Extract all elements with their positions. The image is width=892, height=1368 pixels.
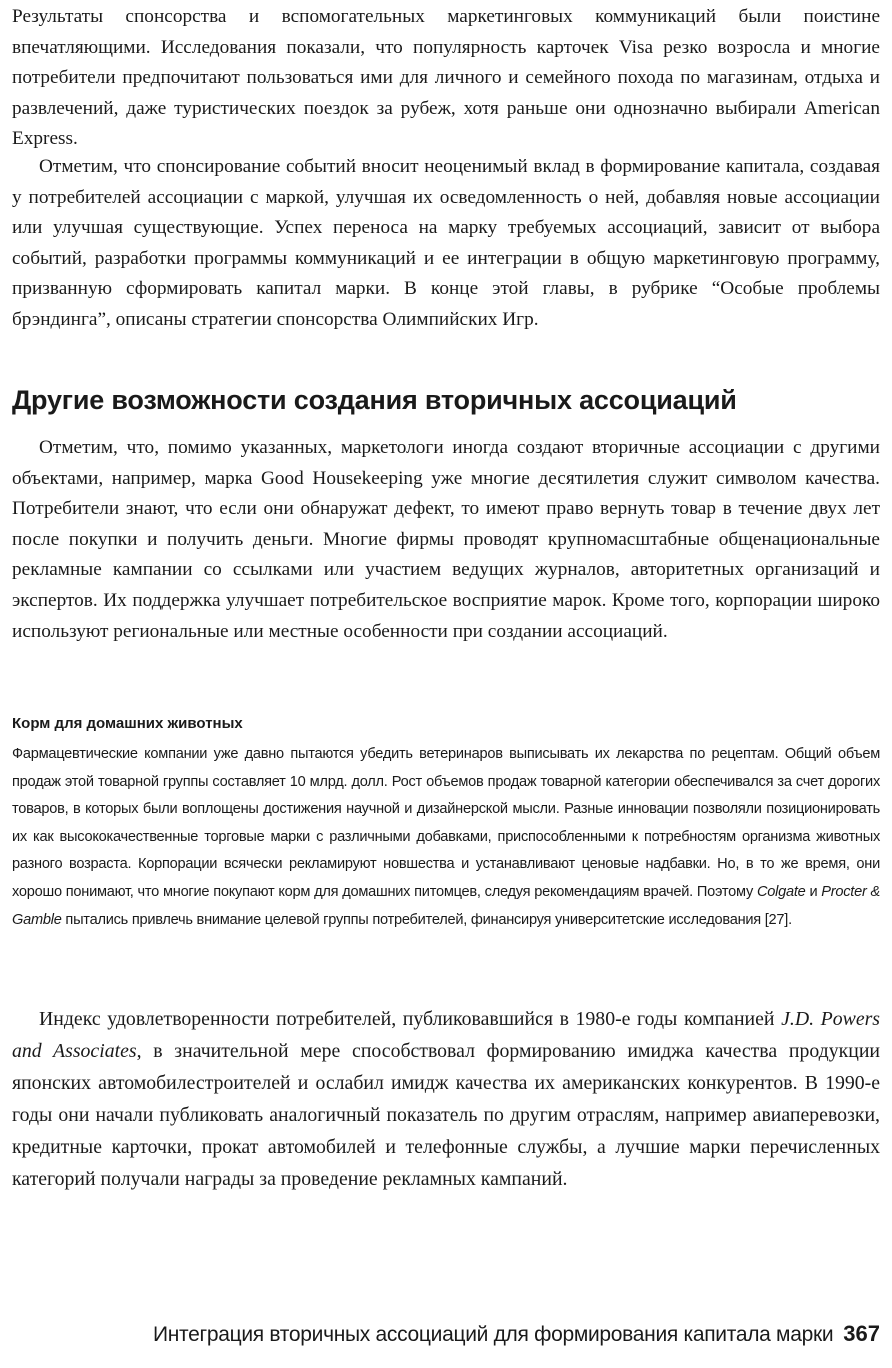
sidebar-text-part1: Фармацевтические компании уже давно пытаются убедить ветеринаров выписывать их лекарства по рецептам. Общий объем продаж этой товарной группы составляет 10 млрд. долл. Рост объемов продаж товарной категории обеспечивался за счет дорогих товаров, в которых были воплощены достижения научной и дизайнерской мысли. Разные инновации позволяли позиционировать их как высококачественные торговые марки с различными добавками, приспособленными к потребностям организма животных разного возраста. Корпорации всячески рекламируют новшества и устанавливают ценовые надбавки. Но, в то же время, они хорошо понимают, что многие покупают корм для домашних питомцев, следуя рекомендациям врачей. Поэтому: [12, 746, 880, 900]
paragraph-jd-powers: [12, 1003, 880, 1195]
sidebar-text-part2: пытались привлечь внимание целевой группы потребителей, финансируя университетские исследования [27].: [61, 911, 792, 928]
page-number: 367: [843, 1321, 880, 1346]
sidebar-title: Корм для домашних животных: [12, 715, 243, 732]
page-footer: [12, 1321, 880, 1361]
brand-procter-gamble: Procter & Gamble: [12, 883, 881, 928]
running-footer-title: Интеграция вторичных ассоциаций для формирования капитала марки: [152, 1323, 834, 1346]
paragraph-event-sponsorship: Отметим, что спонсирование событий вносит неоценимый вклад в формирование капитала, создавая у потребителей ассоциации с маркой, улучшая их осведомленность о ней, добавляя новые ассоциации или улучшая существующие. Успех переноса на марку требуемых ассоциаций, зависит от выбора событий, разработки программы коммуникаций и ее интеграции в общую маркетинговую программу, призванную сформировать капитал марки. В конце этой главы, в рубрике “Особые проблемы брэндинга”, описаны стратегии спонсорства Олимпийских Игр.: [12, 156, 880, 330]
sidebar-text: [12, 741, 880, 934]
sidebar-conjunction: и: [805, 883, 822, 900]
company-jd-powers: J.D. Powers and Associates: [12, 1008, 880, 1062]
section-heading: Другие возможности создания вторичных ассоциаций: [12, 385, 737, 415]
p4-part2: , в значительной мере способствовал формированию имиджа качества продукции японских автомобилестроителей и ослабил имидж качества их американских конкурентов. В 1990-е годы они начали публиковать аналогичный показатель по другим отраслям, например авиаперевозки, кредитные карточки, прокат автомобилей и телефонные службы, а лучшие марки перечисленных категорий получали награды за проведение рекламных кампаний.: [12, 1040, 880, 1190]
brand-colgate: Colgate: [756, 883, 806, 900]
paragraph-secondary-associations: Отметим, что, помимо указанных, маркетологи иногда создают вторичные ассоциации с другими объектами, например, марка Good Housekeeping уже многие десятилетия служит символом качества. Потребители знают, что если они обнаружат дефект, то имеют право вернуть товар в течение двух лет после покупки и получить деньги. Многие фирмы проводят крупномасштабные общенациональные рекламные кампании со ссылками или участием ведущих журналов, авторитетных организаций и экспертов. Их поддержка улучшает потребительское восприятие марок. Кроме того, корпорации широко используют региональные или местные особенности при создании ассоциаций.: [12, 437, 880, 642]
p4-part1: Индекс удовлетворенности потребителей, публиковавшийся в 1980-е годы компанией: [39, 1008, 782, 1030]
paragraph-visa-sponsorship: Результаты спонсорства и вспомогательных маркетинговых коммуникаций были поистине впечатляющими. Исследования показали, что популярность карточек Visa резко возросла и многие потребители предпочитают пользоваться ими для личного и семейного похода по магазинам, отдыха и развлечений, даже туристических поездок за рубеж, хотя раньше они однозначно выбирали American Express.: [12, 6, 880, 150]
pet-food-sidebar: [12, 712, 880, 934]
